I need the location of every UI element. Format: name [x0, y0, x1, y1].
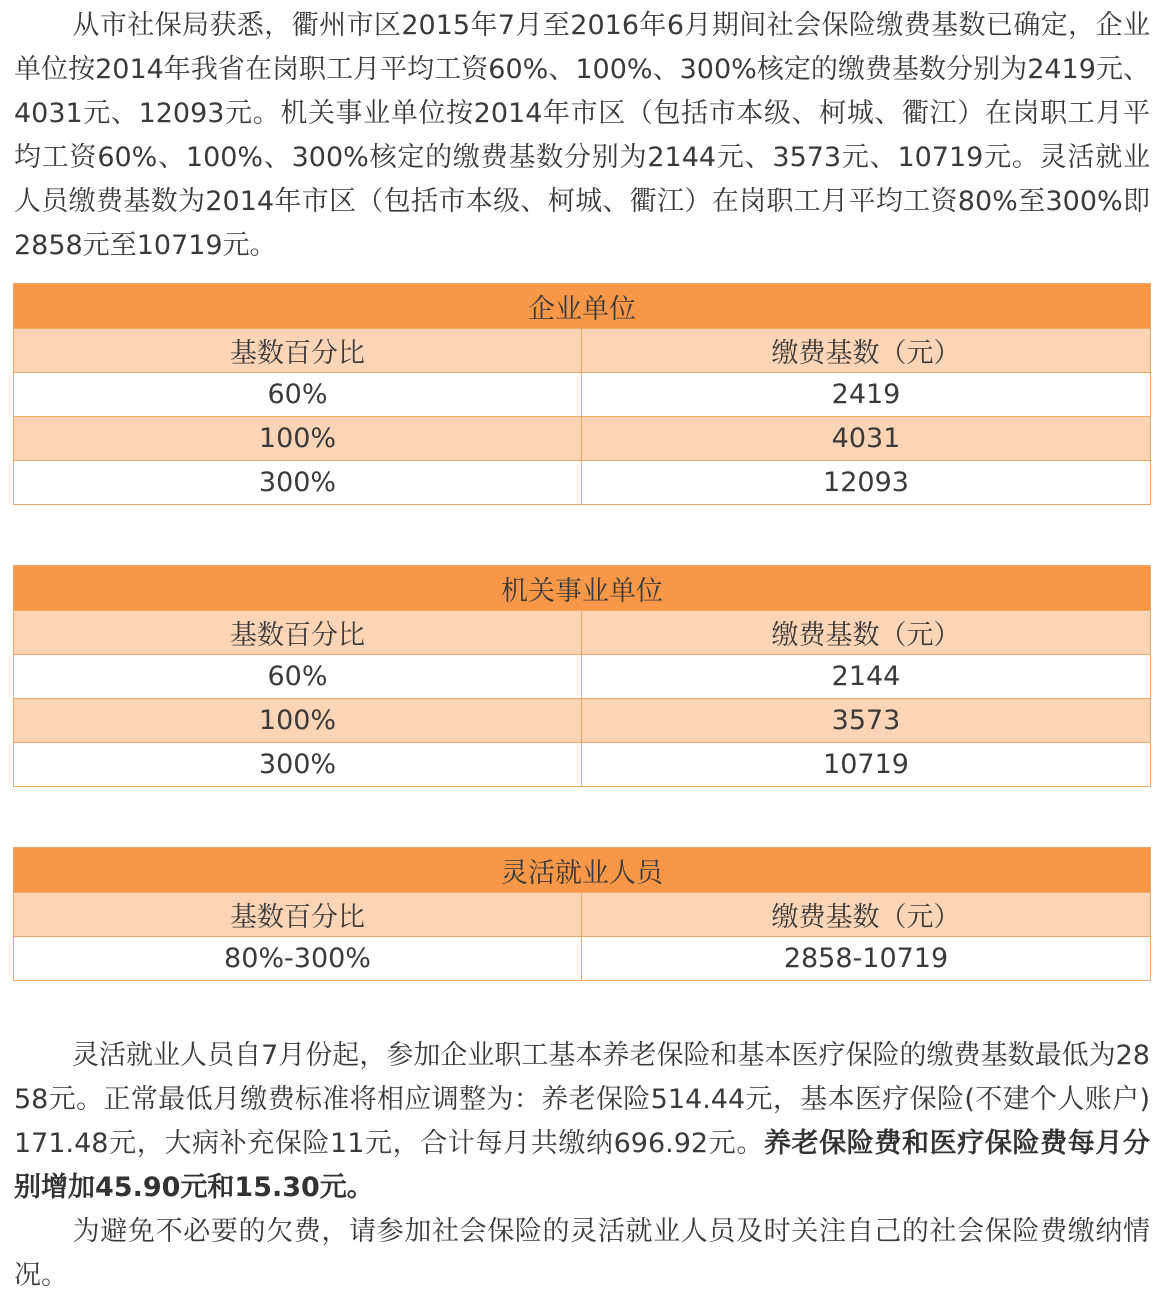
cell-percent: 80%-300%: [14, 937, 582, 981]
reminder-paragraph: [14, 1210, 1150, 1298]
cell-base: 4031: [582, 417, 1151, 461]
cell-base: 10719: [582, 743, 1151, 787]
cell-base: 12093: [582, 461, 1151, 505]
cell-percent: 300%: [14, 743, 582, 787]
column-header-base: 缴费基数（元）: [582, 611, 1151, 655]
table-row: [14, 743, 1151, 787]
enterprise-table: [13, 283, 1151, 505]
column-header-base: 缴费基数（元）: [582, 893, 1151, 937]
intro-paragraph: [14, 4, 1150, 268]
table-row: [14, 417, 1151, 461]
cell-base: 3573: [582, 699, 1151, 743]
cell-percent: 60%: [14, 655, 582, 699]
cell-percent: 100%: [14, 699, 582, 743]
table-title: 企业单位: [14, 284, 1151, 329]
cell-base: 2858-10719: [582, 937, 1151, 981]
table-title: 机关事业单位: [14, 566, 1151, 611]
cell-percent: 100%: [14, 417, 582, 461]
contribution-highlight: 养老保险费和医疗保险费每月分别增加45.90元和15.30元。: [14, 1128, 1150, 1203]
table-row: [14, 461, 1151, 505]
table-row: [14, 655, 1151, 699]
cell-base: 2419: [582, 373, 1151, 417]
contribution-text: 灵活就业人员自7月份起，参加企业职工基本养老保险和基本医疗保险的缴费基数最低为2858元。正常最低月缴费标准将相应调整为：养老保险514.44元，基本医疗保险(不建个人账户)171.48元，大病补充保险11元，合计每月共缴纳696.92元。: [14, 1040, 1150, 1159]
column-header-percent: 基数百分比: [14, 893, 582, 937]
reminder-text: 为避免不必要的欠费，请参加社会保险的灵活就业人员及时关注自己的社会保险费缴纳情况。: [14, 1216, 1150, 1291]
column-header-percent: 基数百分比: [14, 611, 582, 655]
cell-percent: 300%: [14, 461, 582, 505]
table-row: [14, 373, 1151, 417]
table-row: [14, 937, 1151, 981]
column-header-percent: 基数百分比: [14, 329, 582, 373]
table-row: [14, 699, 1151, 743]
flexible-employment-table: [13, 847, 1151, 981]
intro-text: 从市社保局获悉，衢州市区2015年7月至2016年6月期间社会保险缴费基数已确定，企业单位按2014年我省在岗职工月平均工资60%、100%、300%核定的缴费基数分别为2419元、4031元、12093元。机关事业单位按2014年市区（包括市本级、柯城、衢江）在岗职工月平均工资60%、100%、300%核定的缴费基数分别为2144元、3573元、10719元。灵活就业人员缴费基数为2014年市区（包括市本级、柯城、衢江）在岗职工月平均工资80%至300%即2858元至10719元。: [14, 10, 1150, 261]
contribution-paragraph: [14, 1034, 1150, 1210]
cell-base: 2144: [582, 655, 1151, 699]
cell-percent: 60%: [14, 373, 582, 417]
institution-table: [13, 565, 1151, 787]
table-title: 灵活就业人员: [14, 848, 1151, 893]
column-header-base: 缴费基数（元）: [582, 329, 1151, 373]
